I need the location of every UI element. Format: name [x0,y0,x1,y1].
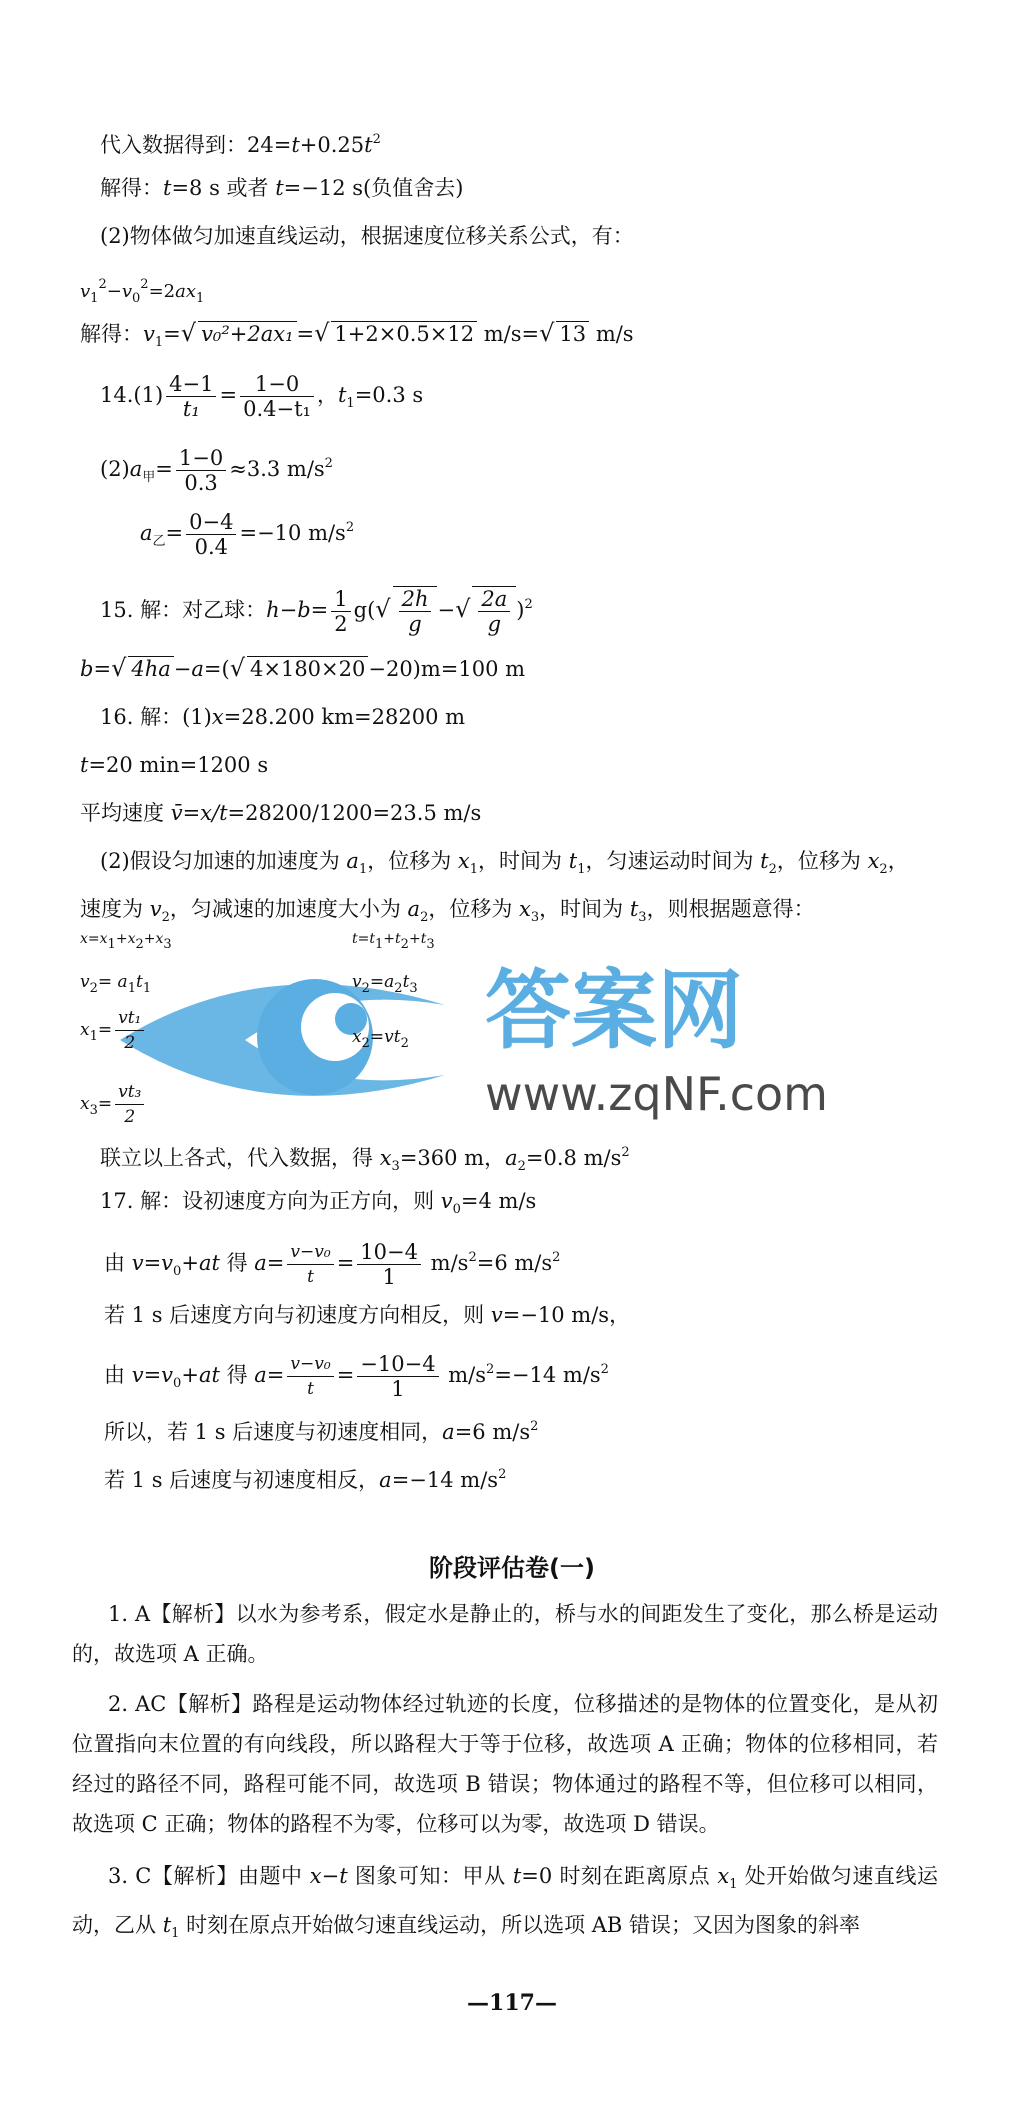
fraction [287,1240,333,1289]
formula-line [100,586,533,636]
variable: x [80,1094,90,1114]
variable: t [568,849,578,873]
equation [80,967,151,1004]
variable: v [161,1251,174,1275]
radicand: 4×180×20 [247,656,368,681]
subscript: 2 [394,981,403,996]
subscript: 1 [729,1877,738,1892]
equation [352,1022,409,1059]
subscript: 3 [163,937,172,952]
subscript: 乙 [152,534,166,549]
text: =360 m， [399,1146,506,1170]
text: 速度为 [80,897,150,921]
variable: t [420,931,427,947]
formula-line [104,1240,560,1289]
subscript: 2 [879,862,888,877]
variable: a [442,1420,455,1444]
text: =8 s 或者 [171,176,276,200]
text: 15. 解：对乙球： [100,598,267,622]
superscript: 2 [324,456,333,471]
text: =28200/1200=23.5 m/s [227,801,482,825]
variable: x [867,849,880,873]
formula-line [80,318,634,358]
variable: v [131,1251,144,1275]
denominator: 1 [391,1377,405,1401]
denominator: g [487,612,502,636]
text: = [266,1251,285,1275]
superscript: 2 [600,1362,609,1377]
text: ，时间为 [539,897,630,921]
numerator: v−v₀ [287,1352,333,1377]
text: =4 m/s [460,1189,537,1213]
fraction [399,587,432,636]
solution-line [100,1138,630,1182]
radicand: 1+2×0.5×12 [331,321,477,346]
variable: x [80,931,88,947]
equation [80,1080,147,1129]
text: = [143,1251,162,1275]
radical-sign: √ [229,654,245,682]
superscript: 2 [524,597,533,612]
variable: t [395,931,401,947]
answer-paragraph: 2. AC【解析】路程是运动物体经过轨迹的长度，位移描述的是物体的位置变化，是从初位置指向末位置的有向线段，所以路程大于等于位移，故选项 A 正确；物体的位移相同，若经过的路径不同，路程可能不同，故选项 B 错误；物体通过的路程不等，但位移可以相同，故选项 C 正确；物体的路程不为零，位移可以为零，故选项 D 错误。 [72,1692,938,1836]
text: = [143,1363,162,1387]
text: = [155,457,173,481]
superscript: 2 [486,1362,495,1377]
superscript: 2 [498,1467,507,1482]
text: 时刻在原点开始做匀速直线运动，所以选项 AB 错误；又因为图象的斜率 [179,1913,861,1937]
numerator: vt₃ [115,1080,144,1105]
text: 由 [104,1363,132,1387]
variable: vt [384,1027,401,1047]
variable: v [161,1363,174,1387]
subscript: 1 [469,862,479,877]
text: = [336,1251,355,1275]
text: 解得： [80,322,143,346]
text: + [383,931,396,947]
variable: a [346,849,359,873]
subscript: 2 [768,862,777,877]
numerator: vt₁ [115,1006,144,1031]
solution-line [80,750,268,780]
text: 平均速度 [80,801,171,825]
numerator: 10−4 [357,1240,421,1265]
watermark-logo [115,945,875,1135]
numerator: 4−1 [166,372,216,397]
text: =−14 m/s [494,1363,601,1387]
variable: t [352,931,358,947]
text: =2 [148,281,176,302]
variable: a [384,972,395,992]
subscript: 3 [426,937,435,952]
solution-line [100,125,381,160]
variable: x [80,1020,90,1040]
superscript: 2 [372,132,381,147]
variable: x [211,705,224,729]
superscript: 2 [621,1145,630,1160]
text: = [266,1363,285,1387]
radical-sign: √ [455,595,471,623]
subscript: 1 [142,981,152,996]
solution-line [80,798,481,828]
subscript: 3 [391,1159,400,1174]
subscript: 1 [375,937,384,952]
variable: t [512,1864,522,1888]
denominator: t [307,1379,314,1399]
text: + [143,931,156,947]
superscript: 2 [468,1250,477,1265]
solution-line [100,173,463,203]
subscript: 0 [173,1264,182,1279]
text: ，则根据题意得： [646,897,815,921]
variable: x [519,897,531,921]
text: = [369,972,385,992]
text: + [115,931,128,947]
variable: a [505,1146,518,1170]
numerator: v−v₀ [287,1240,333,1265]
subscript: 2 [361,1036,370,1051]
text: = [97,1094,113,1114]
subscript: 2 [400,1036,409,1051]
variable: t [275,176,284,200]
text: ，位移为 [428,897,520,921]
text: 若 1 s 后速度与初速度相反， [104,1468,380,1492]
variable: x [379,1146,392,1170]
text: 处开始做匀速直线运动，乙从 [72,1864,938,1937]
fraction [115,1006,144,1055]
subscript: 1 [171,1926,180,1941]
subscript: 1 [577,862,586,877]
numerator: 1−0 [176,446,226,471]
numerator: 0−4 [186,510,236,535]
variable: a [191,657,204,681]
text: − [173,657,192,681]
variable: v̄ [170,801,183,825]
variable: x [127,931,136,947]
subscript: 0 [452,1202,461,1217]
text: = [182,801,201,825]
solution-line [104,1460,506,1495]
solution-line [100,702,465,732]
text: ，时间为 [478,849,569,873]
text: =0.8 m/s [525,1146,622,1170]
variable: at [198,1363,220,1387]
numerator: −10−4 [357,1352,438,1377]
subscript: 3 [89,1103,98,1118]
text: −20)m=100 m [368,657,526,681]
text: = [369,1027,385,1047]
variable: x [352,1027,362,1047]
text: = [97,1020,113,1040]
text: =−14 m/s [391,1468,499,1492]
formula-line [100,372,423,421]
variable: t [760,849,769,873]
radicand: v₀²+2ax₁ [198,321,296,346]
text: ， [887,849,909,873]
text: = [93,657,112,681]
text: =( [203,657,230,681]
text: 代入数据得到：24= [100,133,292,157]
variable: x [717,1864,730,1888]
text: − [437,598,456,622]
variable: at [198,1251,220,1275]
text: =6 m/s [454,1420,531,1444]
text: ，匀速运动时间为 [585,849,761,873]
superscript: 2 [345,520,355,535]
superscript: 2 [140,277,149,292]
subscript: 1 [89,1029,98,1044]
radicand [472,586,516,636]
solution-line [100,1186,536,1225]
fraction [240,372,314,421]
radical-sign: √ [180,319,197,347]
variable: a [117,972,128,992]
formula-line [100,446,333,495]
text: 由 [104,1251,132,1275]
variable: v [149,897,162,921]
variable: a [254,1363,267,1387]
fraction [331,587,350,636]
variable: v [352,972,362,992]
radical-sign: √ [314,319,330,347]
subscript: 2 [517,1159,526,1174]
variable: x [99,931,108,947]
numerator: 2a [478,587,510,612]
text: = [97,972,118,992]
text: + [408,931,421,947]
numerator: 1−0 [240,372,314,397]
variable: t [364,133,373,157]
subscript: 1 [90,291,99,306]
text: 若 1 s 后速度方向与初速度方向相反，则 [104,1303,491,1327]
text: ) [516,598,525,622]
variable: v [143,322,155,346]
subscript: 1 [358,862,368,877]
denominator: t [307,1267,314,1287]
radicand: 13 [556,321,589,346]
variable: t [369,931,376,947]
text: 16. 解：(1) [100,705,212,729]
subscript: 1 [154,335,164,350]
variable: v [80,281,91,302]
subscript: 1 [127,981,136,996]
variable: a [129,457,143,481]
text: =20 min=1200 s [88,753,269,777]
solution-line [104,1412,538,1447]
radicand [393,586,438,636]
page-number: —117— [467,1990,557,2016]
variable: t [162,1913,172,1937]
denominator: 0.3 [184,471,218,495]
text: 17. 解：设初速度方向为正方向，则 [100,1189,441,1213]
text: = [336,1363,355,1387]
variable: t [291,133,300,157]
variable: x−t [309,1864,348,1888]
variable: v [490,1303,503,1327]
answer-paragraph [72,1856,938,1954]
watermark-brand-text: 答案网 [485,961,743,1061]
formula-line [80,653,525,684]
text: m/s= [477,322,540,346]
fraction [176,446,226,495]
text: =−12 s(负值舍去) [283,176,464,200]
text: ≈3.3 m/s [229,457,325,481]
variable: a [407,897,421,921]
text: = [219,383,238,407]
radical-sign: √ [111,654,127,682]
formula-line [80,270,204,314]
section-title: 阶段评估卷(一) [429,1554,595,1582]
subscript: 3 [638,910,647,925]
text: (2) [100,457,130,481]
radical-sign: √ [539,319,555,347]
denominator: 1 [382,1265,396,1289]
variable: t [337,383,347,407]
text: = [87,931,100,947]
subscript: 0 [132,291,141,306]
fraction [166,372,216,421]
equation [80,1006,147,1055]
variable: t [629,897,639,921]
equation [352,967,418,1004]
variable: b [80,657,94,681]
subscript: 2 [361,981,370,996]
text: 得 [219,1363,255,1387]
text: =−10 m/s [239,521,346,545]
equation [80,924,172,960]
variable: v [131,1363,144,1387]
text: ，匀减速的加速度大小为 [169,897,408,921]
fraction [478,587,510,636]
subscript: 2 [89,981,98,996]
subscript: 1 [107,937,116,952]
text: =6 m/s [476,1251,553,1275]
variable: t [135,972,143,992]
text: = [296,322,315,346]
subscript: 2 [135,937,144,952]
text: (2)物体做匀加速直线运动，根据速度位移关系公式，有： [100,224,634,248]
text: 3. C【解析】由题中 [108,1864,310,1888]
text: + [181,1251,199,1275]
solution-line [80,894,815,933]
text: g( [353,598,376,622]
subscript: 3 [530,910,540,925]
subscript: 2 [161,910,170,925]
variable: x/t [200,801,228,825]
variable: v [80,972,90,992]
numerator: 1 [331,587,350,612]
formula-line [104,1352,609,1401]
formula-line [140,510,354,559]
variable: x [155,931,164,947]
text: 所以，若 1 s 后速度与初速度相同， [104,1420,443,1444]
superscript: 2 [98,277,107,292]
variable: t [80,753,89,777]
denominator: 0.4−t₁ [243,397,311,421]
text: = [310,598,329,622]
radical-sign: √ [375,595,391,623]
denominator: 2 [124,1033,136,1053]
subscript: 1 [346,396,355,411]
text: m/s [589,322,634,346]
subscript: 3 [409,981,418,996]
text: + [181,1363,199,1387]
variable: h−b [266,598,311,622]
variable: −v [106,281,132,302]
text: 解得： [100,176,163,200]
text: 联立以上各式，代入数据，得 [100,1146,380,1170]
watermark-url-text: www.zqNF.com [485,1067,828,1121]
denominator: 2 [124,1107,136,1127]
denominator: t₁ [182,397,200,421]
text: 图象可知：甲从 [347,1864,513,1888]
superscript: 2 [530,1419,539,1434]
superscript: 2 [552,1250,561,1265]
text: 得 [219,1251,255,1275]
variable: a [254,1251,267,1275]
text: =0.3 s [354,383,424,407]
text: = [165,521,184,545]
subscript: 2 [420,910,429,925]
text: = [163,322,181,346]
denominator: 2 [334,612,348,636]
solution-line [100,846,909,885]
fraction [115,1080,144,1129]
text: m/s [441,1363,487,1387]
variable: v [440,1189,453,1213]
subscript: 0 [173,1376,182,1391]
subscript: 甲 [142,470,156,485]
text: =0 时刻在距离原点 [521,1864,718,1888]
text: +0.25 [299,133,365,157]
fraction [287,1352,333,1401]
variable: t [163,176,172,200]
variable: t [402,972,410,992]
equation [352,924,435,960]
variable: a [140,521,153,545]
text: m/s [423,1251,469,1275]
variable: a [379,1468,392,1492]
radicand: 4ha [128,656,173,681]
variable: ax [175,281,196,302]
text: 14.(1) [100,383,164,407]
subscript: 2 [400,937,409,952]
solution-line [100,221,634,251]
fraction [186,510,236,559]
text: ，位移为 [367,849,458,873]
fraction [357,1352,438,1401]
text: =−10 m/s， [502,1303,631,1327]
text: = [357,931,370,947]
variable: x [457,849,470,873]
text: =28.200 km=28200 m [223,705,466,729]
fraction [357,1240,421,1289]
subscript: 1 [196,291,205,306]
text: ， [316,383,338,407]
solution-line [104,1300,630,1330]
numerator: 2h [399,587,432,612]
denominator: 0.4 [194,535,229,559]
denominator: g [408,612,422,636]
answer-paragraph: 1. A【解析】以水为参考系，假定水是静止的，桥与水的间距发生了变化，那么桥是运动的，故选项 A 正确。 [72,1602,938,1666]
text: (2)假设匀加速的加速度为 [100,849,347,873]
text: ，位移为 [776,849,868,873]
